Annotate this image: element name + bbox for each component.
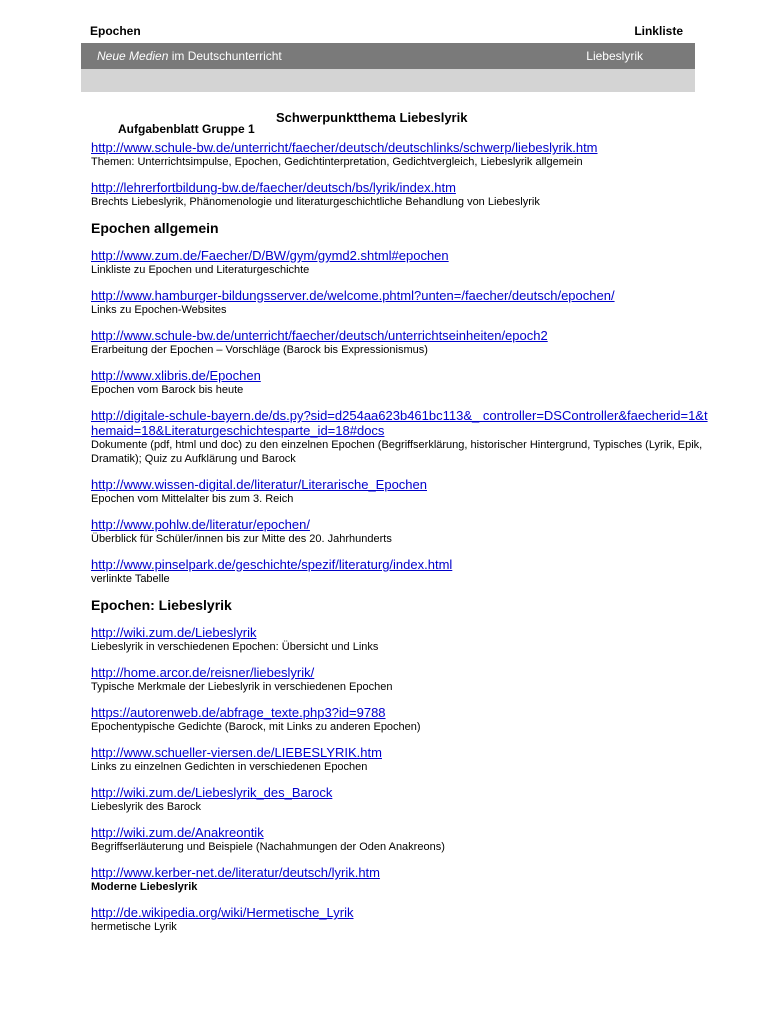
link-entry — [91, 477, 711, 506]
link-description: hermetische Lyrik — [91, 921, 177, 933]
link-description: verlinkte Tabelle — [91, 573, 170, 585]
header-banner — [81, 43, 695, 69]
link-description: Themen: Unterrichtsimpulse, Epochen, Gedichtinterpretation, Gedichtvergleich, Liebeslyrik allgemein — [91, 156, 583, 168]
link-description: Epochen vom Mittelalter bis zum 3. Reich — [91, 493, 294, 505]
link-url[interactable]: http://wiki.zum.de/Liebeslyrik — [91, 625, 257, 640]
link-url[interactable]: http://www.pinselpark.de/geschichte/spezif/literaturg/index.html — [91, 557, 453, 572]
link-entry — [91, 625, 711, 654]
link-url[interactable]: https://autorenweb.de/abfrage_texte.php3?id=9788 — [91, 705, 386, 720]
link-url[interactable]: http://www.wissen-digital.de/literatur/Literarische_Epochen — [91, 477, 428, 492]
link-description: Begriffserläuterung und Beispiele (Nachahmungen der Oden Anakreons) — [91, 841, 445, 853]
link-entry — [91, 905, 711, 934]
link-description: Überblick für Schüler/innen bis zur Mitte des 20. Jahrhunderts — [91, 533, 392, 545]
link-url[interactable]: http://wiki.zum.de/Liebeslyrik_des_Barock — [91, 785, 333, 800]
link-entry — [91, 665, 711, 694]
link-url[interactable]: http://www.zum.de/Faecher/D/BW/gym/gymd2.shtml#epochen — [91, 248, 449, 263]
link-entry — [91, 557, 711, 586]
link-description: Brechts Liebeslyrik, Phänomenologie und literaturgeschichtliche Behandlung von Liebeslyrik — [91, 196, 540, 208]
link-url[interactable]: http://www.schule-bw.de/unterricht/faecher/deutsch/deutschlinks/schwerp/liebeslyrik.htm — [91, 140, 598, 155]
link-entry — [91, 745, 711, 774]
link-entry — [91, 517, 711, 546]
page-subtitle: Aufgabenblatt Gruppe 1 — [118, 122, 255, 136]
link-description: Liebeslyrik in verschiedenen Epochen: Übersicht und Links — [91, 641, 379, 653]
banner-italic-text: Neue Medien — [97, 49, 169, 63]
link-entry — [91, 785, 711, 814]
link-url[interactable]: http://lehrerfortbildung-bw.de/faecher/deutsch/bs/lyrik/index.htm — [91, 180, 456, 195]
link-entry — [91, 865, 711, 894]
link-entry — [91, 140, 711, 169]
page-title: Schwerpunktthema Liebeslyrik — [276, 110, 468, 125]
link-url[interactable]: http://www.pohlw.de/literatur/epochen/ — [91, 517, 310, 532]
banner-rest-text: im Deutschunterricht — [168, 49, 282, 63]
header-right-label: Linkliste — [634, 24, 683, 38]
link-entry — [91, 288, 711, 317]
link-url[interactable]: http://de.wikipedia.org/wiki/Hermetische_Lyrik — [91, 905, 354, 920]
link-description: Epochen vom Barock bis heute — [91, 384, 244, 396]
page-header — [90, 24, 683, 40]
header-sub-banner — [81, 69, 695, 92]
link-description: Erarbeitung der Epochen – Vorschläge (Barock bis Expressionismus) — [91, 344, 428, 356]
banner-left-text — [97, 49, 282, 63]
link-description: Typische Merkmale der Liebeslyrik in verschiedenen Epochen — [91, 681, 393, 693]
link-url[interactable]: http://www.kerber-net.de/literatur/deutsch/lyrik.htm — [91, 865, 381, 880]
link-url[interactable]: http://www.hamburger-bildungsserver.de/welcome.phtml?unten=/faecher/deutsch/epochen/ — [91, 288, 615, 303]
link-description: Dokumente (pdf, html und doc) zu den einzelnen Epochen (Begriffserklärung, historischer Hintergrund, Typisches (Lyrik, Epik, Dramatik); Quiz zu Aufklärung und Barock — [91, 439, 703, 465]
link-description: Links zu Epochen-Websites — [91, 304, 227, 316]
section-heading: Epochen allgemein — [91, 220, 219, 236]
link-url[interactable]: http://www.schueller-viersen.de/LIEBESLYRIK.htm — [91, 745, 382, 760]
link-description: Epochentypische Gedichte (Barock, mit Links zu anderen Epochen) — [91, 721, 421, 733]
link-description: Liebeslyrik des Barock — [91, 801, 202, 813]
header-left-label: Epochen — [90, 24, 141, 38]
link-url[interactable]: http://www.schule-bw.de/unterricht/faecher/deutsch/unterrichtseinheiten/epoch2 — [91, 328, 548, 343]
link-entry — [91, 408, 711, 466]
link-entry — [91, 368, 711, 397]
link-entry — [91, 180, 711, 209]
banner-right-text: Liebeslyrik — [586, 49, 643, 63]
link-description: Linkliste zu Epochen und Literaturgeschichte — [91, 264, 310, 276]
link-description: Moderne Liebeslyrik — [91, 881, 198, 893]
link-url[interactable]: http://www.xlibris.de/Epochen — [91, 368, 261, 383]
link-description: Links zu einzelnen Gedichten in verschiedenen Epochen — [91, 761, 368, 773]
link-url[interactable]: http://digitale-schule-bayern.de/ds.py?sid=d254aa623b461bc113&_ controller=DSController&faecherid=1&themaid=18&Literaturgeschichtesparte_id=18#docs — [91, 408, 708, 438]
link-entry — [91, 328, 711, 357]
link-url[interactable]: http://home.arcor.de/reisner/liebeslyrik/ — [91, 665, 315, 680]
link-url[interactable]: http://wiki.zum.de/Anakreontik — [91, 825, 264, 840]
section-heading: Epochen: Liebeslyrik — [91, 597, 232, 613]
link-entry — [91, 248, 711, 277]
link-list — [91, 140, 711, 945]
link-entry — [91, 825, 711, 854]
link-entry — [91, 705, 711, 734]
